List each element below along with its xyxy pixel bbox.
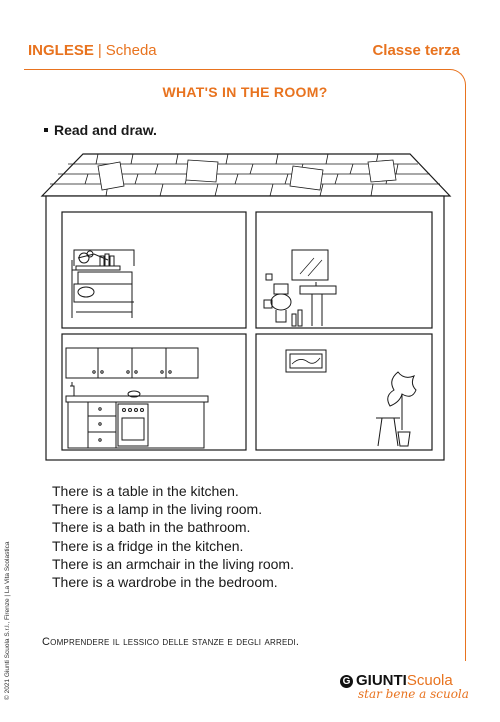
sentence-item: There is a bath in the bathroom. [52,519,251,536]
sentence-list [52,482,294,591]
header-separator: | [97,42,102,59]
sentence-item: There is an armchair in the living room. [52,555,294,572]
logo-brand-suffix: Scuola [406,672,453,689]
house-illustration [38,150,458,462]
subject-name: INGLESE [28,42,94,59]
roof [42,154,450,196]
giunti-g-icon: G [340,675,353,688]
sheet-label: Scheda [105,42,157,59]
page-title: WHAT'S IN THE ROOM? [162,84,328,100]
instruction [44,122,157,138]
painting-icon [286,350,326,372]
logo-tagline: star bene a scuola [358,687,469,701]
sentence-item: There is a wardrobe in the bedroom. [52,574,278,591]
subject-label [28,42,157,59]
learning-goal: Comprendere il lessico delle stanze e degli arredi. [42,636,300,648]
sentence-item: There is a table in the kitchen. [52,483,239,499]
mirror-icon [292,250,328,280]
sentence-item: There is a lamp in the living room. [52,501,263,518]
sentence-item: There is a fridge in the kitchen. [52,537,244,554]
logo-brand: GIUNTI [356,672,407,689]
instruction-text: Read and draw. [54,122,157,138]
copyright-notice: © 2021 Giunti Scuola S.r.l., Firenze | La Vita Scolastica [4,541,11,700]
wall-cabinets-icon [66,348,198,378]
page-header [28,42,460,62]
grade-label: Classe terza [372,42,460,59]
publisher-logo [340,672,469,701]
bullet-icon [44,128,48,132]
